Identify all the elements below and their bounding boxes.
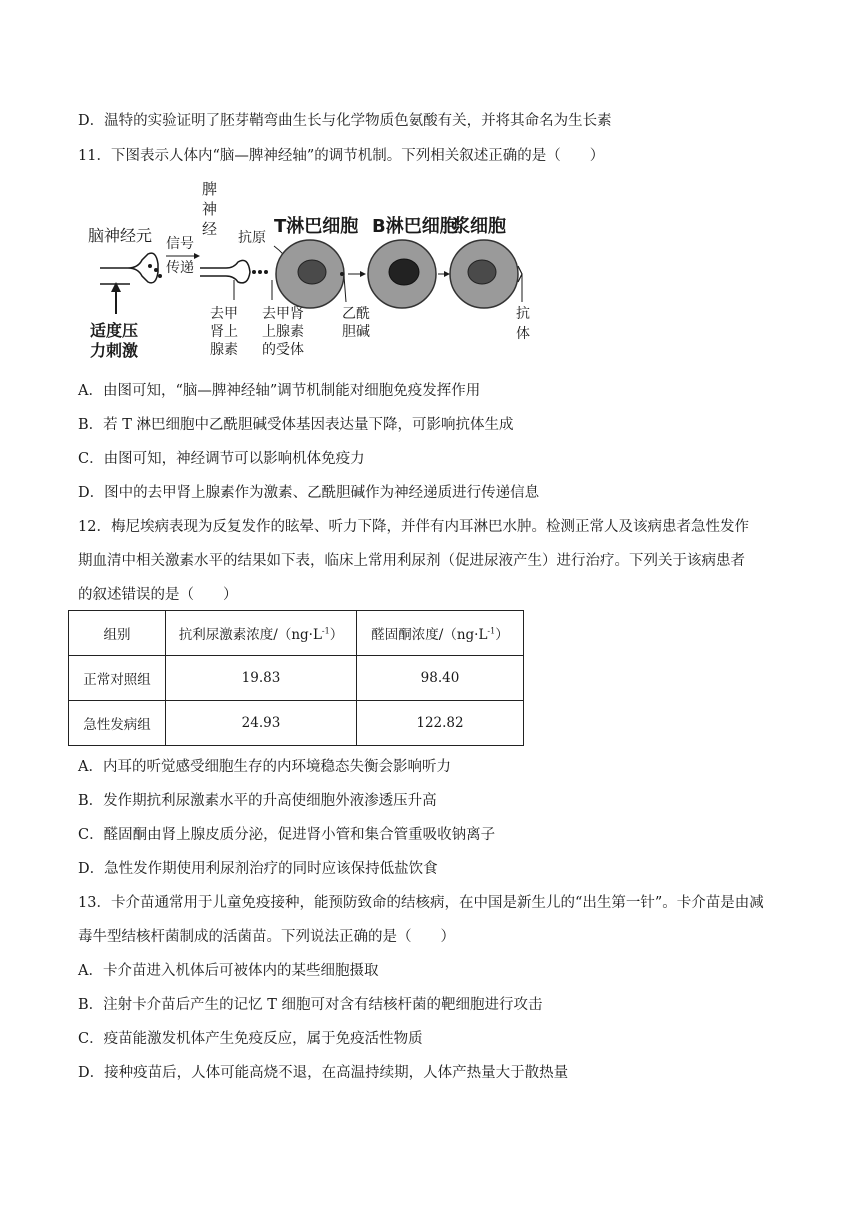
- label-receptor-2: 上腺素: [262, 324, 304, 340]
- label-ne-1: 去甲: [210, 306, 238, 322]
- label-ne-2: 肾上: [210, 324, 238, 340]
- q12-stem-line2: 期血清中相关激素水平的结果如下表，临床上常用利尿剂（促进尿液产生）进行治疗。下列关于该病患者: [78, 553, 745, 569]
- label-pressure-2: 力刺激: [90, 341, 139, 360]
- label-pressure-1: 适度压: [90, 321, 139, 340]
- q13-option-d: D．接种疫苗后，人体可能高烧不退，在高温持续期，人体产热量大于散热量: [78, 1065, 569, 1081]
- label-receptor-3: 的受体: [262, 342, 304, 358]
- table-header-row: [69, 611, 524, 656]
- q13-stem-line1: 13．卡介苗通常用于儿童免疫接种，能预防致命的结核病，在中国是新生儿的“出生第一针”。卡介苗是由减: [78, 895, 764, 911]
- q11-option-c: C．由图可知，神经调节可以影响机体免疫力: [78, 451, 365, 467]
- q11-option-a: A．由图可知，“脑—脾神经轴”调节机制能对细胞免疫发挥作用: [78, 383, 481, 399]
- q12-option-a: A．内耳的听觉感受细胞生存的内环境稳态失衡会影响听力: [78, 759, 451, 775]
- q12-option-b: B．发作期抗利尿激素水平的升高使细胞外液渗透压升高: [78, 793, 437, 809]
- header-group: 组别: [69, 611, 166, 656]
- label-ne-3: 腺素: [210, 342, 238, 358]
- label-brain-neuron: 脑神经元: [88, 226, 153, 245]
- label-ach-1: 乙酰: [342, 306, 370, 322]
- table-row: [69, 701, 524, 746]
- q13-option-a: A．卡介苗进入机体后可被体内的某些细胞摄取: [78, 963, 379, 979]
- label-signal-1: 信号: [166, 236, 194, 252]
- brain-spleen-axis-diagram: [78, 176, 548, 366]
- q13-option-b: B．注射卡介苗后产生的记忆 T 细胞可对含有结核杆菌的靶细胞进行攻击: [78, 997, 543, 1013]
- spleen-nerve-terminal: [200, 260, 250, 283]
- label-spleen-2: 神: [202, 200, 218, 218]
- label-t-cell: T淋巴细胞: [274, 216, 359, 237]
- cell-group: 正常对照组: [69, 656, 166, 701]
- cell-adh: 24.93: [166, 701, 357, 746]
- q12-option-c: C．醛固酮由肾上腺皮质分泌，促进肾小管和集合管重吸收钠离子: [78, 827, 496, 843]
- label-signal-2: 传递: [166, 260, 194, 276]
- label-ach-2: 胆碱: [342, 324, 370, 340]
- label-antibody-1: 抗: [516, 306, 530, 322]
- label-b-cell: B淋巴细胞: [372, 216, 458, 237]
- q10-option-d: D．温特的实验证明了胚芽鞘弯曲生长与化学物质色氨酸有关，并将其命名为生长素: [78, 113, 612, 129]
- header-aldosterone: 醛固酮浓度$/(ng\cdot L^{-1})$: [357, 611, 524, 656]
- table-row: [69, 656, 524, 701]
- q12-stem-line1: 12．梅尼埃病表现为反复发作的眩晕、听力下降，并伴有内耳淋巴水肿。检测正常人及该病患者急性发作: [78, 519, 749, 535]
- hormone-table: [68, 610, 524, 746]
- cell-aldosterone: 122.82: [357, 701, 524, 746]
- label-antibody-2: 体: [516, 326, 530, 342]
- label-spleen-1: 脾: [202, 180, 218, 198]
- q11-stem: 11．下图表示人体内“脑—脾神经轴”的调节机制。下列相关叙述正确的是（ ）: [78, 148, 605, 164]
- label-plasma-cell: 浆细胞: [452, 216, 506, 237]
- cell-adh: 19.83: [166, 656, 357, 701]
- brain-neuron-terminal: [100, 253, 158, 283]
- q13-stem-line2: 毒牛型结核杆菌制成的活菌苗。下列说法正确的是（ ）: [78, 929, 455, 945]
- q11-option-b: B．若 T 淋巴细胞中乙酰胆碱受体基因表达量下降，可影响抗体生成: [78, 417, 514, 433]
- label-spleen-3: 经: [202, 220, 218, 238]
- q11-option-d: D．图中的去甲肾上腺素作为激素、乙酰胆碱作为神经递质进行传递信息: [78, 485, 540, 501]
- label-receptor-1: 去甲肾: [262, 306, 304, 322]
- cell-aldosterone: 98.40: [357, 656, 524, 701]
- q13-option-c: C．疫苗能激发机体产生免疫反应，属于免疫活性物质: [78, 1031, 423, 1047]
- q12-option-d: D．急性发作期使用利尿剂治疗的同时应该保持低盐饮食: [78, 861, 438, 877]
- q12-stem-line3: 的叙述错误的是（ ）: [78, 587, 238, 603]
- header-adh: 抗利尿激素浓度$/(ng\cdot L^{-1})$: [166, 611, 357, 656]
- cell-group: 急性发病组: [69, 701, 166, 746]
- label-antigen: 抗原: [238, 230, 266, 246]
